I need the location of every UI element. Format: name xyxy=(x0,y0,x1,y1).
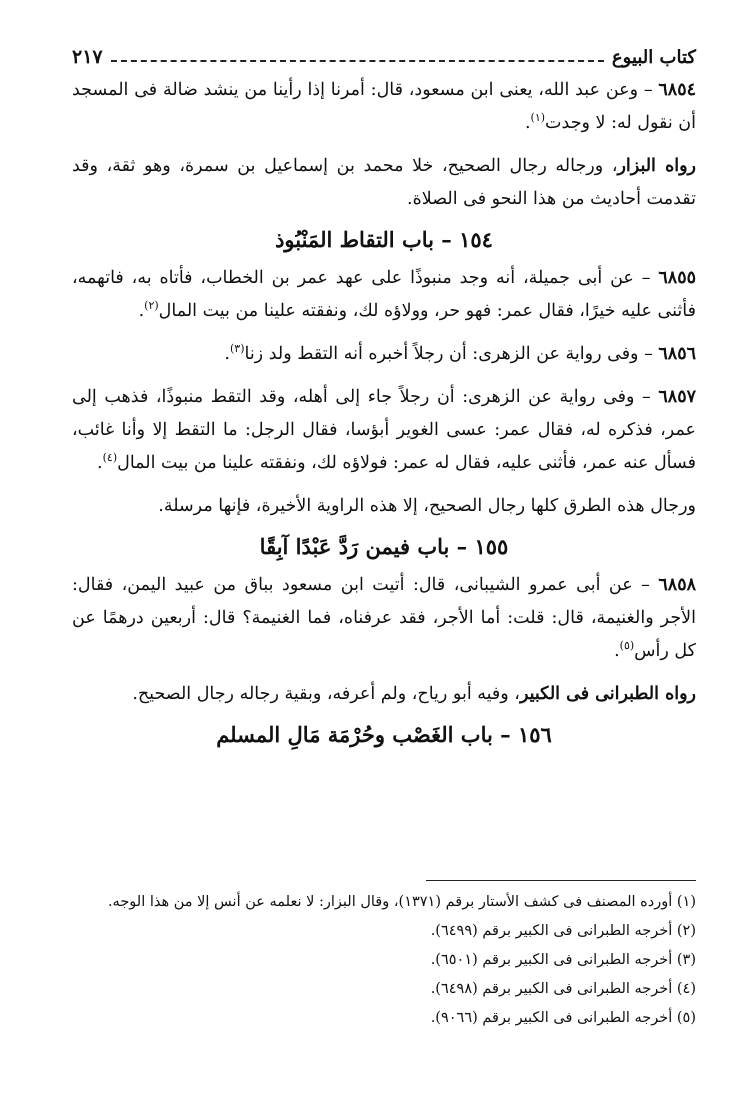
footnote-separator xyxy=(426,880,696,881)
hadith-number: ٦٨٥٦ xyxy=(658,344,696,364)
hadith-number: ٦٨٥٧ xyxy=(658,387,696,407)
footnotes xyxy=(72,888,696,1033)
hadith-6855 xyxy=(72,262,696,328)
source-text: ورجال هذه الطرق كلها رجال الصحيح، إلا هذه الراوية الأخيرة، فإنها مرسلة. xyxy=(158,496,696,516)
sentence-end: . xyxy=(224,344,230,364)
book-title: كتاب البيوع xyxy=(611,46,696,68)
page-number: ٢١٧ xyxy=(72,46,103,68)
hadith-6857 xyxy=(72,381,696,480)
sentence-end: . xyxy=(524,113,531,133)
hadith-number: ٦٨٥٤ xyxy=(658,80,696,100)
source-label: رواه الطبرانى فى الكبير xyxy=(519,684,696,704)
sentence-end: . xyxy=(138,301,145,321)
source-note-3 xyxy=(72,678,696,711)
hadith-6856 xyxy=(72,338,696,371)
source-text: ، ورجاله رجال الصحيح، خلا محمد بن إسماعيل بن سمرة، وهو ثقة، وقد تقدمت أحاديث من هذا النحو فى الصلاة. xyxy=(72,156,696,209)
footnote-1: (١) أورده المصنف فى كشف الأستار برقم (١٣٧١)، وقال البزار: لا نعلمه عن أنس إلا من هذا الوجه. xyxy=(107,894,696,910)
footnote-5: (٥) أخرجه الطبرانى فى الكبير برقم (٩٠٦٦). xyxy=(430,1010,696,1026)
footnote-ref: (٢) xyxy=(144,299,159,313)
footnote-ref: (٤) xyxy=(102,451,118,465)
hadith-text: – وفى رواية عن الزهرى: أن رجلاً أخبره أنه التقط ولد زنا xyxy=(244,344,659,364)
sentence-end: . xyxy=(97,453,103,473)
footnote-ref: (١) xyxy=(530,111,546,125)
hadith-text: – وفى رواية عن الزهرى: أن رجلاً جاء إلى أهله، وقد التقط منبوذًا، فذهب إلى عمر، فذكره له، فقال عمر: عسى الغوير أبؤسا، فقال الرجل: ما التقط إلا وأنا غائب، فسأل عنه عمر، فأثنى عليه، فقال له عمر: فولاؤه لك، ونفقته علينا من بيت المال xyxy=(72,387,696,473)
hadith-number: ٦٨٥٥ xyxy=(658,268,696,288)
chapter-heading-154: ١٥٤ – باب التقاط المَنْبُوذ xyxy=(275,227,493,252)
footnote-2: (٢) أخرجه الطبرانى فى الكبير برقم (٦٤٩٩). xyxy=(430,923,696,939)
footnote-ref: (٣) xyxy=(229,342,245,356)
hadith-text: – وعن عبد الله، يعنى ابن مسعود، قال: أمرنا إذا رأينا من ينشد ضالة فى المسجد أن نقول له: لا وجدت xyxy=(72,80,696,133)
hadith-number: ٦٨٥٨ xyxy=(658,575,696,595)
chapter-heading-156: ١٥٦ – باب الغَصْب وحُرْمَة مَالِ المسلم xyxy=(216,722,552,747)
footnote-3: (٣) أخرجه الطبرانى فى الكبير برقم (٦٥٠١). xyxy=(430,952,696,968)
chapter-heading-155: ١٥٥ – باب فيمن رَدَّ عَبْدًا آبِقًا xyxy=(259,534,509,559)
footnote-ref: (٥) xyxy=(619,639,635,653)
book-page xyxy=(72,40,696,1080)
source-label: رواه البزار xyxy=(617,156,697,176)
hadith-text: – عن أبى جميلة، أنه وجد منبوذًا على عهد عمر بن الخطاب، فأتاه به، فاتهمه، فأثنى عليه خيرًا، فقال عمر: فهو حر، وولاؤه لك، ونفقته علينا من بيت المال xyxy=(72,268,696,321)
source-note-2 xyxy=(72,490,696,523)
hadith-6854 xyxy=(72,74,696,140)
header-dashed-rule xyxy=(111,60,604,62)
hadith-text: – عن أبى عمرو الشيبانى، قال: أتيت ابن مسعود بباق من عبيد اليمن، فقال: الأجر والغنيمة، قال: قلت: أما الأجر، فقد عرفناه، فما الغنيمة؟ قال: أربعين درهمًا عن كل رأس xyxy=(72,575,696,661)
source-note-1 xyxy=(72,150,696,216)
sentence-end: . xyxy=(614,641,620,661)
footnote-4: (٤) أخرجه الطبرانى فى الكبير برقم (٦٤٩٨). xyxy=(430,981,696,997)
hadith-6858 xyxy=(72,569,696,668)
source-text: ، وفيه أبو رياح، ولم أعرفه، وبقية رجاله رجال الصحيح. xyxy=(132,684,520,704)
running-header xyxy=(72,40,696,74)
